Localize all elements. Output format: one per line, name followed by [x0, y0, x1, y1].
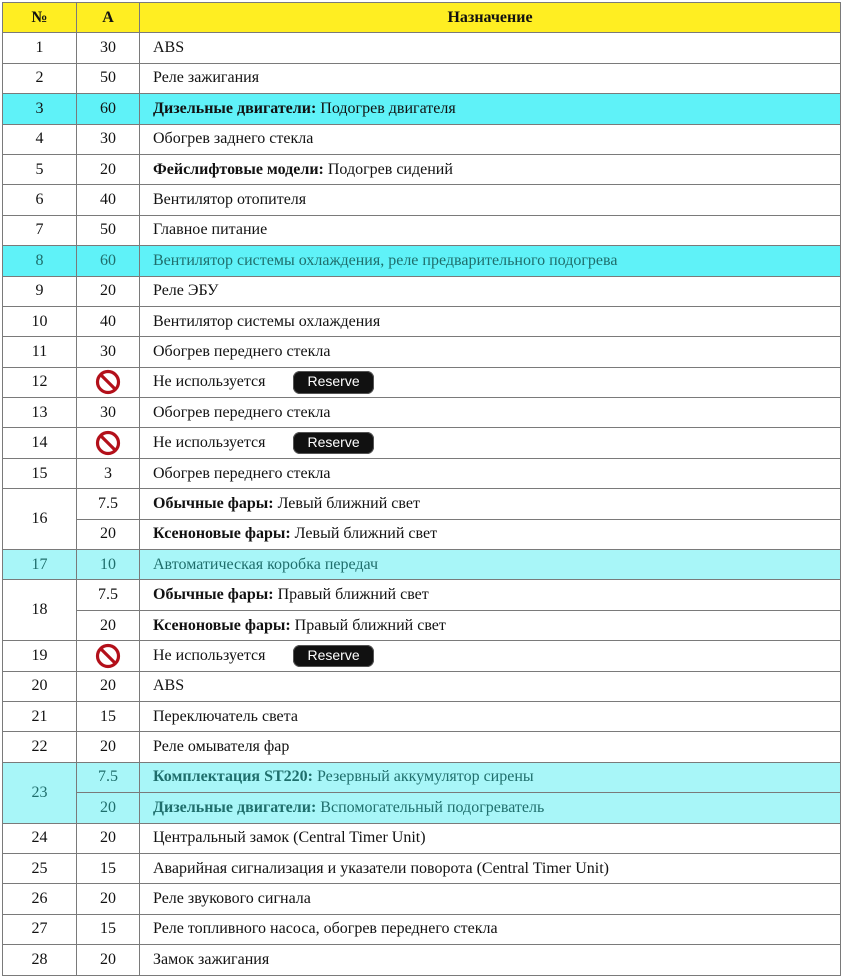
model-qualifier: Обычные фары:	[153, 586, 274, 604]
fuse-description	[140, 732, 841, 762]
fuse-amperage: 20	[77, 276, 140, 306]
fuse-amperage: 15	[77, 914, 140, 944]
fuse-amperage	[77, 367, 140, 397]
table-row	[3, 367, 841, 397]
header-amp: А	[77, 3, 140, 33]
header-desc: Назначение	[140, 3, 841, 33]
fuse-amperage	[77, 428, 140, 458]
fuse-description	[140, 762, 841, 792]
table-row	[3, 124, 841, 154]
fuse-amperage: 30	[77, 124, 140, 154]
fuse-amperage: 60	[77, 94, 140, 124]
fuse-description	[140, 853, 841, 883]
table-row	[3, 701, 841, 731]
description-text: Левый ближний свет	[290, 525, 438, 543]
table-row	[3, 793, 841, 823]
fuse-description	[140, 63, 841, 93]
table-row	[3, 489, 841, 519]
fuse-number: 10	[3, 306, 77, 336]
fuse-description	[140, 550, 841, 580]
fuse-description	[140, 367, 841, 397]
description-text: Не используется	[153, 433, 266, 451]
description-text: ABS	[153, 39, 185, 57]
table-row	[3, 33, 841, 63]
fuse-number: 7	[3, 215, 77, 245]
fuse-description	[140, 185, 841, 215]
fuse-description	[140, 94, 841, 124]
fuse-amperage: 20	[77, 793, 140, 823]
fuse-number: 20	[3, 671, 77, 701]
fuse-amperage: 20	[77, 945, 140, 975]
fuse-number: 8	[3, 246, 77, 276]
fuse-number: 25	[3, 853, 77, 883]
description-text: Реле ЭБУ	[153, 282, 219, 300]
table-row	[3, 63, 841, 93]
table-row	[3, 641, 841, 671]
fuse-description	[140, 124, 841, 154]
fuse-number: 1	[3, 33, 77, 63]
description-text: Реле омывателя фар	[153, 738, 290, 756]
description-text: Левый ближний свет	[273, 494, 420, 512]
description-text: Обогрев переднего стекла	[153, 342, 331, 360]
fuse-amperage: 60	[77, 246, 140, 276]
model-qualifier: Ксеноновые фары:	[153, 616, 291, 634]
fuse-amperage: 20	[77, 519, 140, 549]
fuse-number: 24	[3, 823, 77, 853]
fuse-number: 12	[3, 367, 77, 397]
fuse-number: 9	[3, 276, 77, 306]
model-qualifier: Комплектация ST220:	[153, 768, 313, 786]
reserve-badge: Reserve	[293, 371, 373, 393]
prohibited-icon	[95, 369, 121, 395]
fuse-description	[140, 641, 841, 671]
model-qualifier: Дизельные двигатели:	[153, 99, 317, 117]
fuse-amperage: 15	[77, 701, 140, 731]
description-text: ABS	[153, 677, 185, 695]
fuse-number: 16	[3, 489, 77, 550]
fuse-number: 5	[3, 154, 77, 184]
description-text: Переключатель света	[153, 707, 298, 725]
fuse-amperage	[77, 641, 140, 671]
reserve-badge: Reserve	[293, 645, 373, 667]
fuse-amperage: 40	[77, 185, 140, 215]
table-row	[3, 398, 841, 428]
table-row	[3, 306, 841, 336]
description-text: Вентилятор отопителя	[153, 191, 307, 209]
description-text: Замок зажигания	[153, 950, 270, 968]
description-text: Не используется	[153, 646, 266, 664]
fuse-description	[140, 701, 841, 731]
table-row	[3, 671, 841, 701]
table-row	[3, 94, 841, 124]
fuse-number: 4	[3, 124, 77, 154]
description-text: Не используется	[153, 373, 266, 391]
fuse-description	[140, 337, 841, 367]
fuse-amperage: 20	[77, 732, 140, 762]
fuse-number: 3	[3, 94, 77, 124]
fuse-amperage: 20	[77, 610, 140, 640]
table-row	[3, 519, 841, 549]
table-header-row	[3, 3, 841, 33]
header-num: №	[3, 3, 77, 33]
fuse-description	[140, 884, 841, 914]
fuse-amperage: 50	[77, 63, 140, 93]
fuse-number: 23	[3, 762, 77, 823]
fuse-description	[140, 914, 841, 944]
fuse-description	[140, 945, 841, 975]
model-qualifier: Дизельные двигатели:	[153, 798, 317, 816]
fuse-amperage: 7.5	[77, 580, 140, 610]
description-text: Главное питание	[153, 221, 268, 239]
fuse-number: 6	[3, 185, 77, 215]
description-text: Обогрев переднего стекла	[153, 403, 331, 421]
description-text: Вентилятор системы охлаждения	[153, 312, 381, 330]
fuse-number: 13	[3, 398, 77, 428]
table-row	[3, 550, 841, 580]
fuse-number: 15	[3, 458, 77, 488]
fuse-number: 19	[3, 641, 77, 671]
table-row	[3, 610, 841, 640]
fuse-description	[140, 215, 841, 245]
description-text: Резервный аккумулятор сирены	[312, 768, 534, 786]
description-text: Реле звукового сигнала	[153, 890, 311, 908]
table-row	[3, 276, 841, 306]
description-text: Подогрев сидений	[323, 160, 453, 178]
table-row	[3, 154, 841, 184]
model-qualifier: Ксеноновые фары:	[153, 525, 291, 543]
fuse-description	[140, 428, 841, 458]
table-row	[3, 185, 841, 215]
fuse-description	[140, 489, 841, 519]
fuse-number: 17	[3, 550, 77, 580]
fuse-amperage: 20	[77, 671, 140, 701]
fuse-amperage: 3	[77, 458, 140, 488]
prohibited-icon	[95, 430, 121, 456]
fuse-number: 27	[3, 914, 77, 944]
fuse-number: 11	[3, 337, 77, 367]
description-text: Автоматическая коробка передач	[153, 555, 379, 573]
fuse-description	[140, 246, 841, 276]
description-text: Аварийная сигнализация и указатели поворота (Central Timer Unit)	[153, 859, 609, 877]
fuse-number: 2	[3, 63, 77, 93]
table-row	[3, 215, 841, 245]
fuse-description	[140, 519, 841, 549]
model-qualifier: Обычные фары:	[153, 494, 274, 512]
fuse-amperage: 20	[77, 884, 140, 914]
description-text: Реле зажигания	[153, 69, 260, 87]
description-text: Обогрев переднего стекла	[153, 464, 331, 482]
fuse-description	[140, 398, 841, 428]
fuse-amperage: 15	[77, 853, 140, 883]
fuse-description	[140, 33, 841, 63]
description-text: Правый ближний свет	[290, 616, 446, 634]
table-row	[3, 246, 841, 276]
fuse-description	[140, 276, 841, 306]
table-row	[3, 853, 841, 883]
fuse-number: 22	[3, 732, 77, 762]
fuse-amperage: 30	[77, 337, 140, 367]
description-text: Реле топливного насоса, обогрев переднего стекла	[153, 920, 498, 938]
description-text: Вентилятор системы охлаждения, реле предварительного подогрева	[153, 251, 618, 269]
fuse-number: 21	[3, 701, 77, 731]
fuse-number: 18	[3, 580, 77, 641]
description-text: Подогрев двигателя	[316, 99, 456, 117]
table-row	[3, 580, 841, 610]
fuse-description	[140, 610, 841, 640]
fuse-amperage: 50	[77, 215, 140, 245]
table-row	[3, 884, 841, 914]
fuse-number: 26	[3, 884, 77, 914]
reserve-badge: Reserve	[293, 432, 373, 454]
fuse-description	[140, 154, 841, 184]
description-text: Вспомогательный подогреватель	[316, 798, 545, 816]
table-row	[3, 428, 841, 458]
model-qualifier: Фейслифтовые модели:	[153, 160, 324, 178]
description-text: Обогрев заднего стекла	[153, 130, 314, 148]
fuse-amperage: 10	[77, 550, 140, 580]
table-row	[3, 945, 841, 975]
fuse-amperage: 7.5	[77, 489, 140, 519]
description-text: Правый ближний свет	[273, 586, 429, 604]
fuse-description	[140, 306, 841, 336]
fuse-amperage: 30	[77, 398, 140, 428]
prohibited-icon	[95, 643, 121, 669]
fuse-description	[140, 793, 841, 823]
fuse-description	[140, 671, 841, 701]
fuse-description	[140, 458, 841, 488]
fuse-table	[2, 2, 841, 976]
table-row	[3, 337, 841, 367]
description-text: Центральный замок (Central Timer Unit)	[153, 829, 426, 847]
table-row	[3, 823, 841, 853]
fuse-amperage: 40	[77, 306, 140, 336]
table-row	[3, 732, 841, 762]
fuse-amperage: 30	[77, 33, 140, 63]
fuse-description	[140, 580, 841, 610]
fuse-amperage: 7.5	[77, 762, 140, 792]
table-row	[3, 458, 841, 488]
fuse-description	[140, 823, 841, 853]
fuse-number: 14	[3, 428, 77, 458]
table-row	[3, 914, 841, 944]
fuse-amperage: 20	[77, 154, 140, 184]
fuse-amperage: 20	[77, 823, 140, 853]
table-row	[3, 762, 841, 792]
fuse-number: 28	[3, 945, 77, 975]
